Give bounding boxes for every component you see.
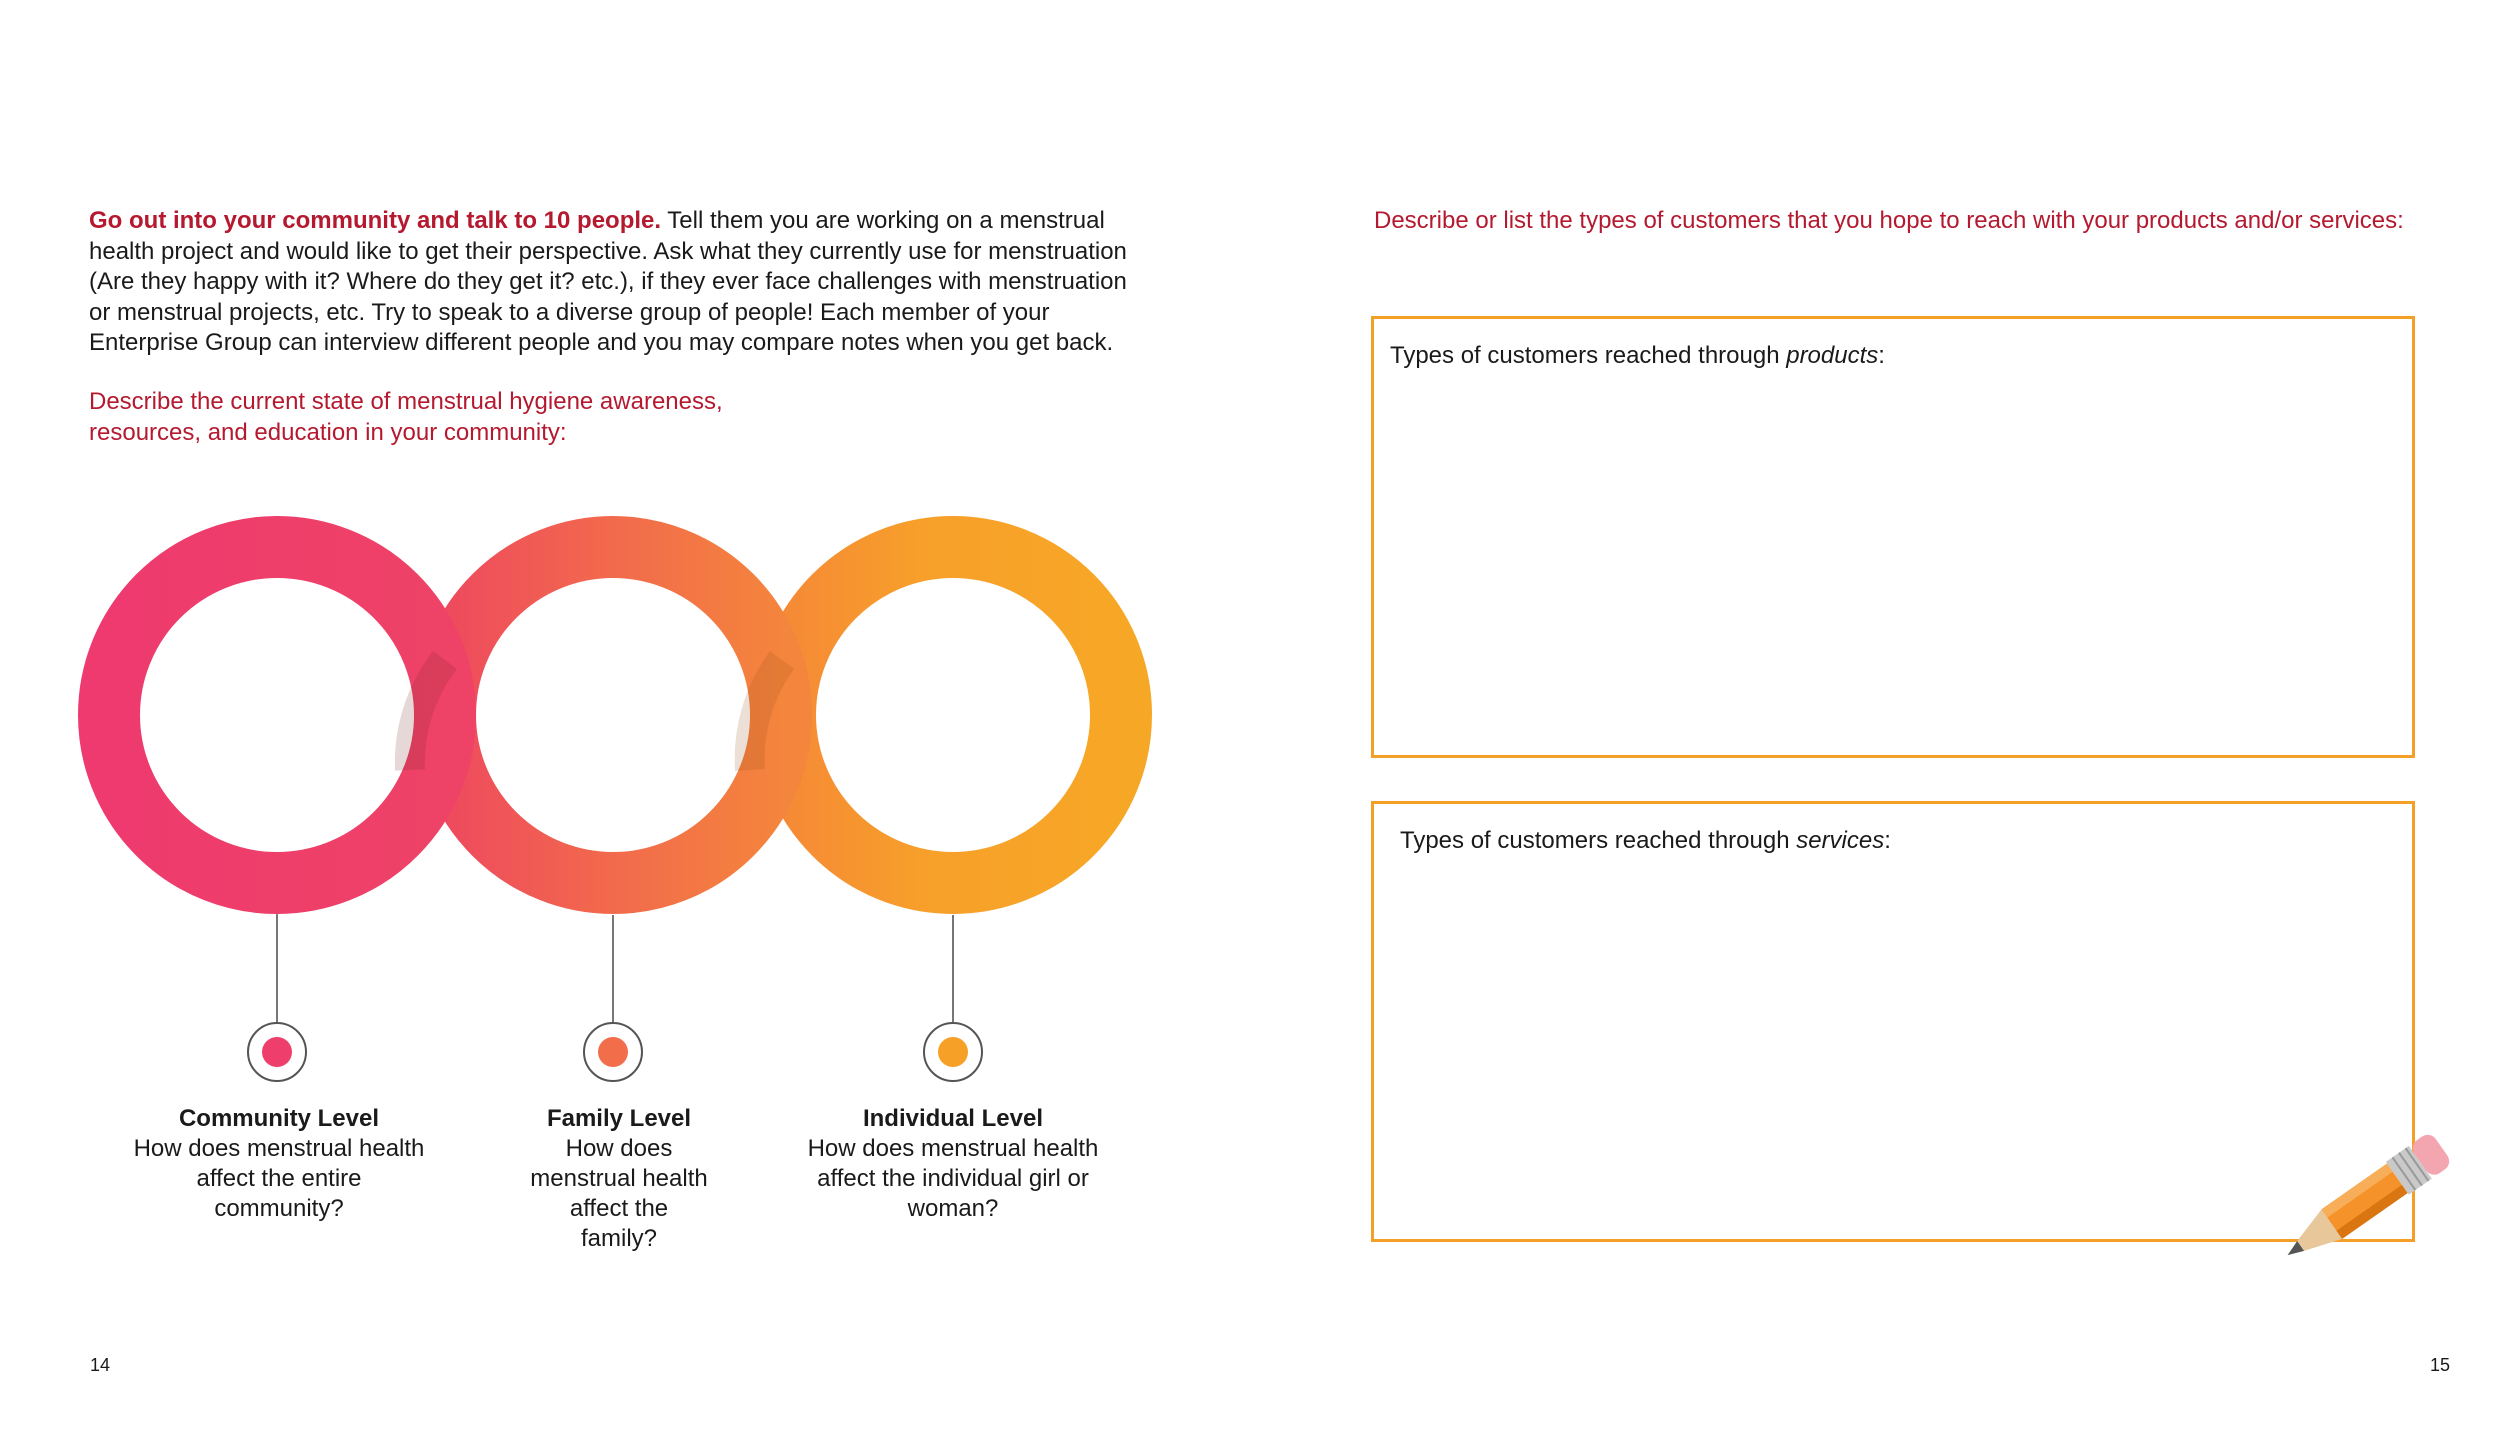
- family-level-title: Family Level: [546, 1105, 692, 1132]
- services-answer-box[interactable]: [1371, 801, 2415, 1242]
- page-number-left: 14: [90, 1355, 111, 1375]
- intro-body: Tell them you are working on a menstrual health project and would like to get their perspective. Ask what they currently use for menstruation (Are they happy with it? Where do they get it? etc.), if they ever face challenges with menstruation or menstrual projects, etc. Try to speak to a diverse group of people! Each member of your Enterprise Group can interview different people and you may compare notes when you get back.: [89, 207, 1127, 356]
- pencil-icon: [2260, 1105, 2480, 1285]
- community-level: [129, 1104, 429, 1224]
- community-prompt: Describe the current state of menstrual hygiene awareness, resources, and education in your community:: [89, 388, 723, 446]
- products-box-label: Types of customers reached through products:: [1390, 342, 1885, 369]
- individual-level: [803, 1104, 1103, 1224]
- level-markers: [0, 900, 1100, 1100]
- intro-paragraph: [89, 206, 1149, 359]
- family-level-question: How does menstrual health affect the family?: [530, 1135, 708, 1252]
- page-number-right: 15: [2429, 1355, 2450, 1375]
- three-rings-diagram: [60, 500, 1180, 920]
- intro-lead: Go out into your community and talk to 10 people.: [89, 207, 662, 234]
- customers-prompt: Describe or list the types of customers that you hope to reach with your products and/or services:: [1374, 207, 2404, 234]
- marker-community-dot: [262, 1037, 292, 1067]
- individual-level-title: Individual Level: [862, 1105, 1044, 1132]
- ring-family: [445, 547, 781, 883]
- right-page: [1250, 0, 2500, 1429]
- family-level: [469, 1104, 769, 1254]
- products-answer-box[interactable]: [1371, 316, 2415, 758]
- ring-community: [109, 547, 445, 883]
- ring-individual: [785, 547, 1121, 883]
- community-level-title: Community Level: [178, 1105, 380, 1132]
- services-box-label: Types of customers reached through services:: [1400, 827, 1891, 854]
- marker-individual-dot: [938, 1037, 968, 1067]
- community-level-question: How does menstrual health affect the entire community?: [133, 1135, 425, 1222]
- marker-family-dot: [598, 1037, 628, 1067]
- individual-level-question: How does menstrual health affect the individual girl or woman?: [807, 1135, 1099, 1222]
